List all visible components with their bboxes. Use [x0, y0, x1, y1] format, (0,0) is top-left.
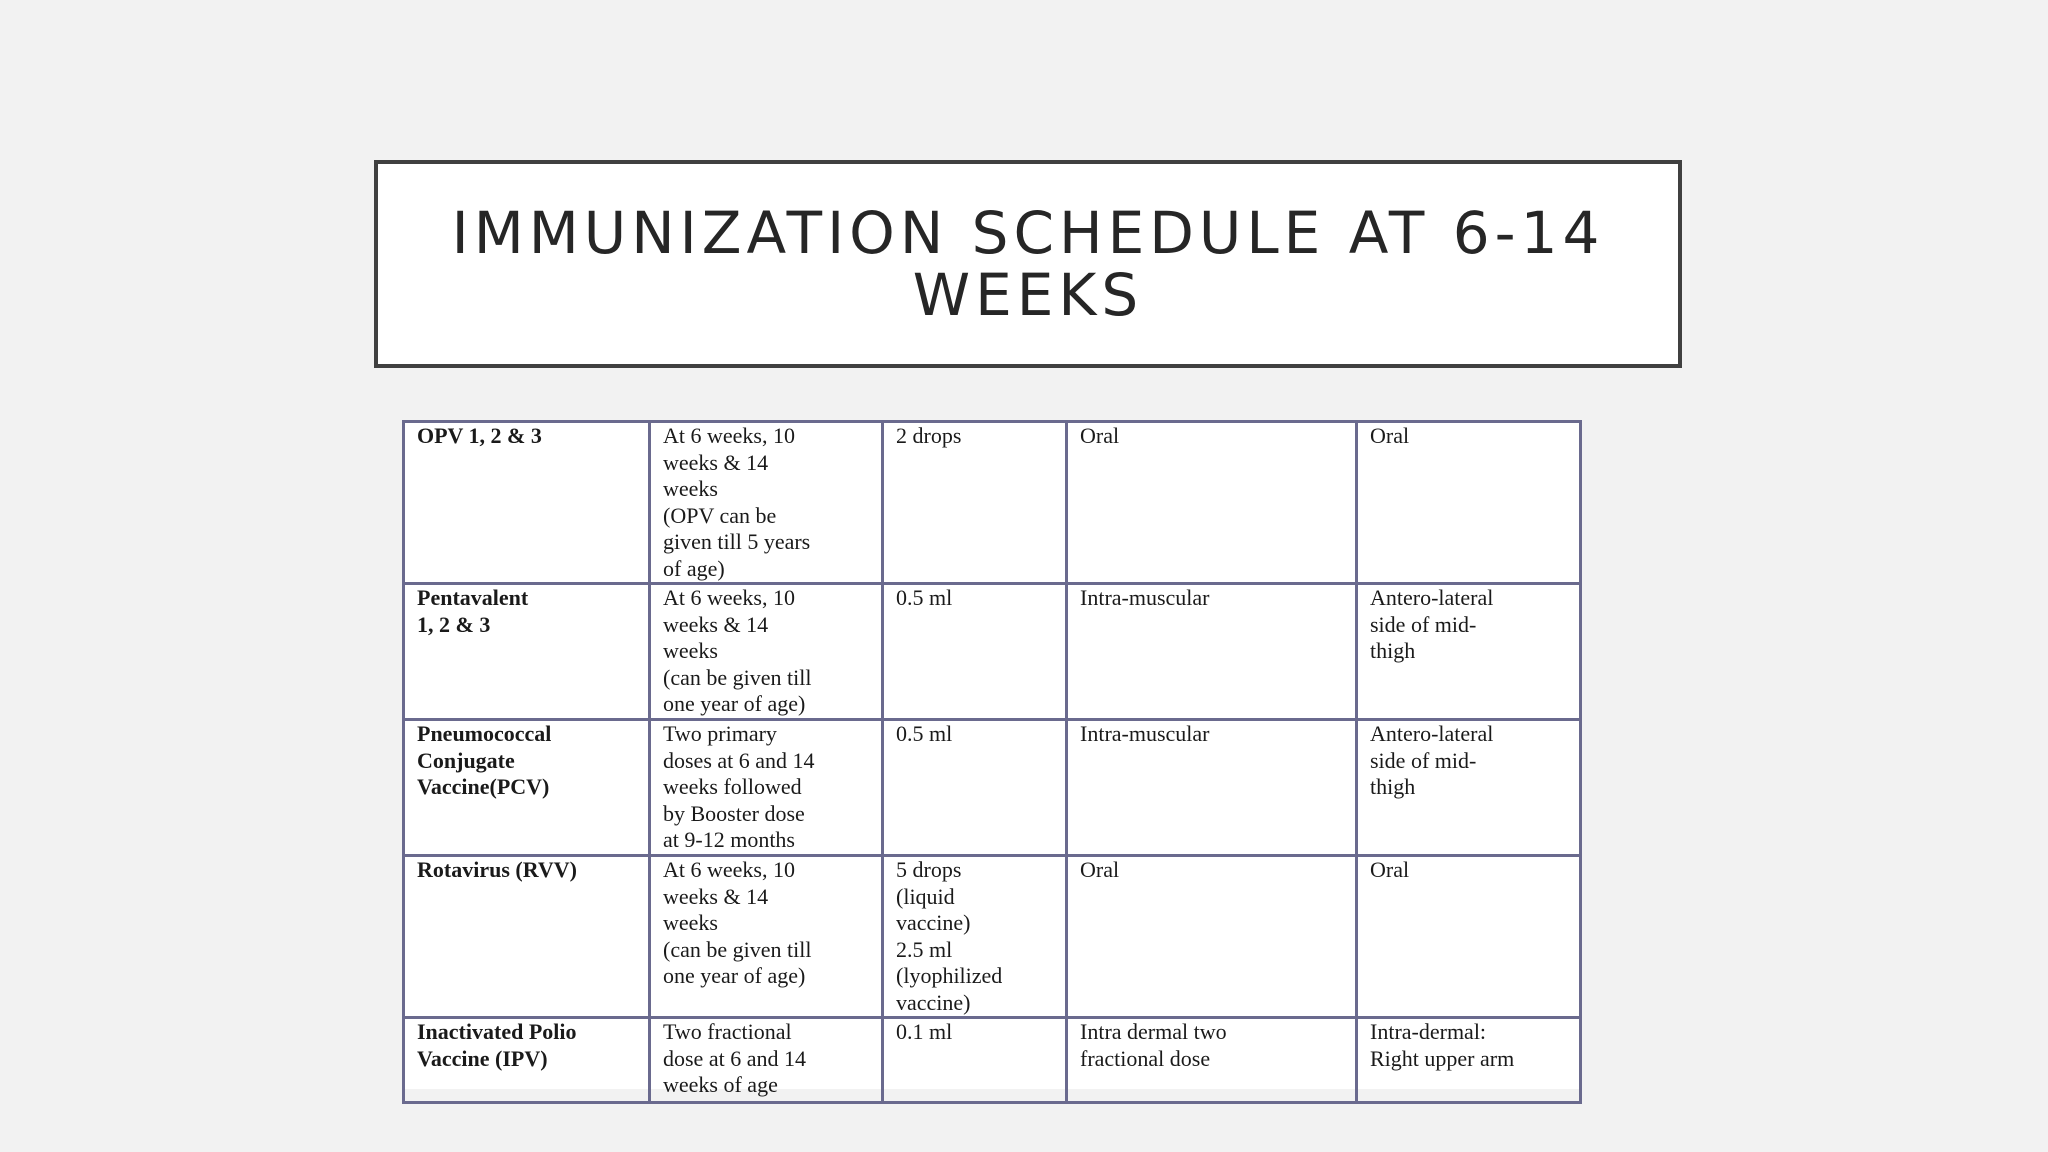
slide-title-box	[374, 160, 1682, 368]
schedule-cell: At 6 weeks, 10 weeks & 14 weeks (can be given till one year of age)	[650, 856, 883, 1018]
table-row	[404, 1018, 1581, 1103]
vaccine-cell: Pneumococcal Conjugate Vaccine(PCV)	[404, 720, 650, 856]
dose-cell: 0.5 ml	[883, 584, 1067, 720]
route-cell: Intra dermal two fractional dose	[1067, 1018, 1357, 1103]
table-row	[404, 422, 1581, 584]
schedule-cell: At 6 weeks, 10 weeks & 14 weeks (can be given till one year of age)	[650, 584, 883, 720]
schedule-cell: At 6 weeks, 10 weeks & 14 weeks (OPV can be given till 5 years of age)	[650, 422, 883, 584]
dose-cell: 2 drops	[883, 422, 1067, 584]
site-cell: Antero-lateral side of mid- thigh	[1357, 720, 1581, 856]
table-row	[404, 856, 1581, 1018]
vaccine-cell: Pentavalent 1, 2 & 3	[404, 584, 650, 720]
site-cell: Oral	[1357, 422, 1581, 584]
schedule-cell: Two fractional dose at 6 and 14 weeks of age	[650, 1018, 883, 1103]
dose-cell: 0.5 ml	[883, 720, 1067, 856]
dose-cell: 5 drops (liquid vaccine) 2.5 ml (lyophilized vaccine)	[883, 856, 1067, 1018]
site-cell: Intra-dermal: Right upper arm	[1357, 1018, 1581, 1103]
site-cell: Oral	[1357, 856, 1581, 1018]
site-cell: Antero-lateral side of mid- thigh	[1357, 584, 1581, 720]
vaccine-cell: Inactivated Polio Vaccine (IPV)	[404, 1018, 650, 1103]
slide-title: IMMUNIZATION SCHEDULE AT 6-14 WEEKS	[451, 199, 1605, 329]
route-cell: Oral	[1067, 422, 1357, 584]
immunization-schedule-table	[402, 420, 1582, 1104]
route-cell: Intra-muscular	[1067, 720, 1357, 856]
schedule-table-image	[402, 420, 1579, 1097]
schedule-cell: Two primary doses at 6 and 14 weeks followed by Booster dose at 9-12 months	[650, 720, 883, 856]
vaccine-cell: Rotavirus (RVV)	[404, 856, 650, 1018]
route-cell: Intra-muscular	[1067, 584, 1357, 720]
dose-cell: 0.1 ml	[883, 1018, 1067, 1103]
table-row	[404, 720, 1581, 856]
table-row	[404, 584, 1581, 720]
route-cell: Oral	[1067, 856, 1357, 1018]
vaccine-cell: OPV 1, 2 & 3	[404, 422, 650, 584]
